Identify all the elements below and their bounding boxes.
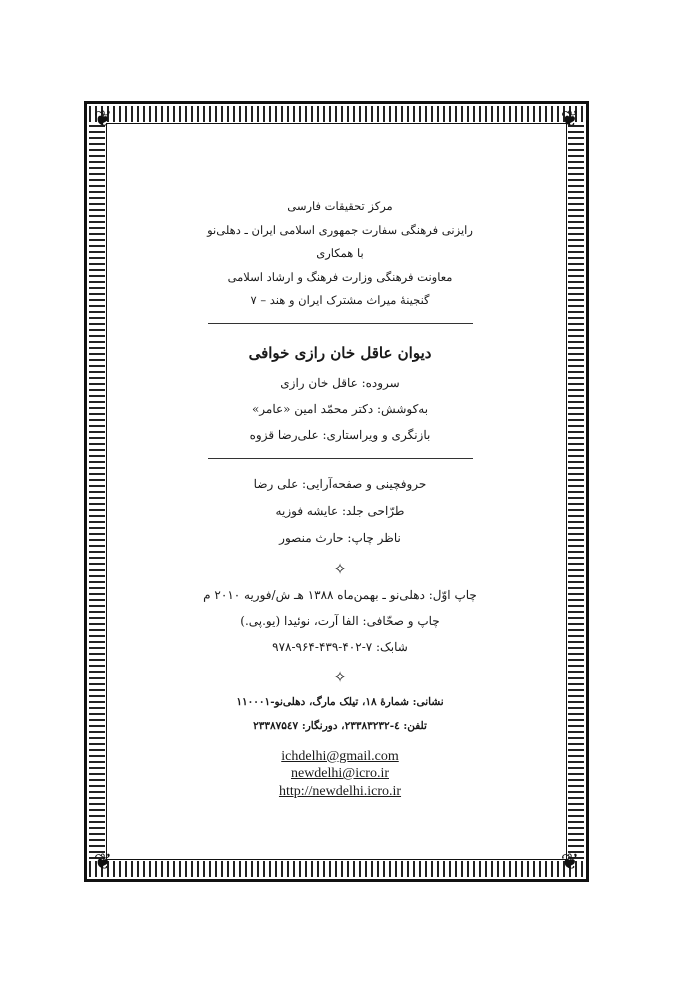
isbn-line: شابک: ۷-۴۰۲-۴۳۹-۹۶۴-۹۷۸ (272, 639, 408, 654)
phone-line: تلفن: ٤-۲۳۳۸۳۲۳۲، دورنگار: ۲۳۳۸۷۵٤۷ (253, 719, 427, 732)
divider (208, 458, 473, 459)
editor-line: به‌کوشش: دکتر محمّد امین «عامر» (251, 401, 429, 416)
production-block (160, 471, 520, 552)
publisher-block (160, 195, 520, 313)
publication-block (160, 582, 520, 660)
publisher-line: مرکز تحقیقات فارسی (287, 199, 393, 213)
ornament-icon: ✧ (333, 559, 347, 578)
email-link[interactable]: ichdelhi@gmail.com (281, 748, 399, 764)
edition-line: چاپ اوّل: دهلی‌نو ـ بهمن‌ماه ۱۳۸۸ هـ ش/فوریه ۲۰۱۰ م (203, 587, 477, 602)
corner-ornament-icon: ❦ (560, 850, 580, 875)
publisher-line: معاونت فرهنگی وزارت فرهنگ و ارشاد اسلامی (227, 269, 453, 284)
address-line: نشانی: شمارهٔ ۱۸، تیلک مارگ، دهلی‌نو-۱۱۰۰۰۱ (236, 695, 444, 708)
print-supervisor-line: ناظر چاپ: حارث منصور (279, 530, 401, 545)
title-page-content (160, 195, 520, 800)
email-link[interactable]: newdelhi@icro.ir (290, 766, 390, 781)
website-link[interactable]: http://newdelhi.icro.ir (278, 783, 402, 799)
book-title: دیوان عاقل خان رازی خوافی (248, 343, 432, 362)
links-block (160, 748, 520, 801)
publisher-line: با همکاری (316, 246, 364, 260)
ornament-icon: ✧ (333, 667, 347, 686)
contact-block (160, 690, 520, 738)
series-line: گنجینهٔ میراث مشترک ایران و هند – ۷ (250, 293, 430, 307)
book-info-block (160, 336, 520, 448)
publisher-line: رایزنی فرهنگی سفارت جمهوری اسلامی ایران ـ دهلی‌نو (207, 222, 473, 237)
printer-line: چاپ و صحّافی: الفا آرت، نوئیدا (یو.پی.) (240, 613, 440, 628)
poet-line: سروده: عاقل خان رازی (280, 375, 400, 390)
corner-ornament-icon: ❦ (560, 107, 580, 132)
corner-ornament-icon: ❦ (93, 107, 113, 132)
cover-design-line: طرّاحی جلد: عایشه فوزیه (275, 503, 405, 518)
divider (208, 323, 473, 324)
typesetting-line: حروفچینی و صفحه‌آرایی: علی رضا (253, 476, 427, 491)
corner-ornament-icon: ❦ (93, 850, 113, 875)
revision-line: بازنگری و ویراستاری: علی‌رضا قزوه (249, 427, 431, 442)
